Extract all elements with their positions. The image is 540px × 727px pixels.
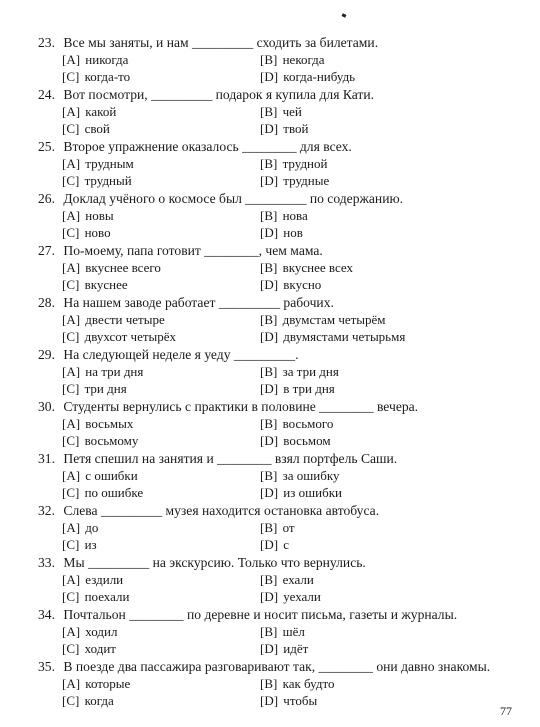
answer-options <box>38 103 528 137</box>
question-line <box>38 138 528 155</box>
answer-option <box>260 484 490 501</box>
answer-option <box>62 276 260 293</box>
answer-option <box>62 259 260 276</box>
answer-option <box>62 103 260 120</box>
answer-options <box>38 675 528 709</box>
option-text: три дня <box>84 381 127 396</box>
option-text: вкуснее всего <box>85 260 161 275</box>
option-text: когда <box>84 693 114 708</box>
question-item <box>38 294 528 345</box>
option-letter: [C] <box>62 537 80 552</box>
answer-option <box>62 311 260 328</box>
question-item <box>38 606 528 657</box>
answer-options <box>38 155 528 189</box>
option-letter: [C] <box>62 589 80 604</box>
answer-option <box>260 120 490 137</box>
option-letter: [B] <box>260 676 278 691</box>
option-letter: [B] <box>260 208 278 223</box>
question-text: Почтальон ________ по деревне и носит письма, газеты и журналы. <box>63 607 458 622</box>
answer-options <box>38 623 528 657</box>
answer-option <box>62 640 260 657</box>
question-item <box>38 658 528 709</box>
question-item <box>38 138 528 189</box>
option-text: за три дня <box>282 364 339 379</box>
answer-options <box>38 467 528 501</box>
option-letter: [A] <box>62 260 81 275</box>
option-text: чей <box>282 104 302 119</box>
option-letter: [B] <box>260 156 278 171</box>
question-text: Вот посмотри, _________ подарок я купила для Кати. <box>63 87 375 102</box>
option-letter: [C] <box>62 485 80 500</box>
question-number: 25. <box>38 139 55 154</box>
option-text: поехали <box>84 589 130 604</box>
answer-option <box>62 588 260 605</box>
answer-option <box>260 259 490 276</box>
option-letter: [A] <box>62 676 81 691</box>
page-number: 77 <box>500 704 512 718</box>
option-letter: [D] <box>260 641 279 656</box>
option-text: двумястами четырьмя <box>283 329 406 344</box>
option-letter: [D] <box>260 69 279 84</box>
question-text: По-моему, папа готовит ________, чем мама. <box>63 243 323 258</box>
answer-option <box>62 692 260 709</box>
option-letter: [C] <box>62 121 80 136</box>
option-letter: [B] <box>260 364 278 379</box>
answer-option <box>260 415 490 432</box>
answer-options <box>38 311 528 345</box>
answer-option <box>260 640 490 657</box>
option-letter: [D] <box>260 693 279 708</box>
question-number: 24. <box>38 87 55 102</box>
answer-option <box>62 155 260 172</box>
option-letter: [D] <box>260 121 279 136</box>
question-line <box>38 554 528 571</box>
answer-option <box>260 432 490 449</box>
answer-option <box>62 571 260 588</box>
option-text: трудный <box>84 173 132 188</box>
answer-option <box>62 224 260 241</box>
answer-option <box>260 623 490 640</box>
option-text: восьмому <box>84 433 139 448</box>
answer-options <box>38 259 528 293</box>
option-text: восьмых <box>85 416 134 431</box>
question-list <box>38 34 528 710</box>
answer-option <box>260 363 490 380</box>
answer-option <box>260 172 490 189</box>
question-text: Слева _________ музея находится остановка автобуса. <box>63 503 380 518</box>
answer-option <box>260 536 490 553</box>
option-letter: [C] <box>62 329 80 344</box>
answer-option <box>260 51 490 68</box>
answer-option <box>260 380 490 397</box>
question-number: 26. <box>38 191 55 206</box>
option-text: чтобы <box>283 693 318 708</box>
answer-options <box>38 363 528 397</box>
option-letter: [B] <box>260 416 278 431</box>
answer-options <box>38 415 528 449</box>
option-letter: [D] <box>260 381 279 396</box>
question-number: 27. <box>38 243 55 258</box>
option-text: восьмом <box>283 433 331 448</box>
option-letter: [A] <box>62 156 81 171</box>
answer-option <box>260 276 490 293</box>
option-letter: [A] <box>62 52 81 67</box>
option-letter: [C] <box>62 277 80 292</box>
question-line <box>38 294 528 311</box>
option-text: до <box>85 520 99 535</box>
option-text: никогда <box>85 52 129 67</box>
option-text: нов <box>283 225 303 240</box>
option-text: ходил <box>85 624 118 639</box>
question-number: 34. <box>38 607 55 622</box>
answer-option <box>62 675 260 692</box>
answer-option <box>62 415 260 432</box>
answer-option <box>260 571 490 588</box>
answer-option <box>62 536 260 553</box>
question-number: 30. <box>38 399 55 414</box>
option-text: трудные <box>283 173 330 188</box>
question-number: 28. <box>38 295 55 310</box>
option-text: ездили <box>85 572 124 587</box>
question-line <box>38 86 528 103</box>
option-letter: [A] <box>62 312 81 327</box>
question-number: 33. <box>38 555 55 570</box>
answer-option <box>260 311 490 328</box>
answer-option <box>260 224 490 241</box>
option-text: от <box>282 520 295 535</box>
answer-option <box>62 172 260 189</box>
option-letter: [D] <box>260 329 279 344</box>
answer-option <box>62 68 260 85</box>
question-item <box>38 346 528 397</box>
option-text: двухсот четырёх <box>84 329 177 344</box>
answer-option <box>62 467 260 484</box>
question-text: Студенты вернулись с практики в половине ________ вечера. <box>63 399 419 414</box>
question-line <box>38 34 528 51</box>
option-letter: [C] <box>62 381 80 396</box>
option-text: шёл <box>282 624 305 639</box>
option-text: нова <box>282 208 308 223</box>
answer-option <box>260 155 490 172</box>
question-number: 29. <box>38 347 55 362</box>
option-text: свой <box>84 121 110 136</box>
option-letter: [B] <box>260 312 278 327</box>
option-letter: [C] <box>62 641 80 656</box>
question-item <box>38 34 528 85</box>
option-text: трудной <box>282 156 328 171</box>
answer-option <box>62 328 260 345</box>
option-text: трудным <box>85 156 134 171</box>
question-text: Все мы заняты, и нам _________ сходить за билетами. <box>63 35 379 50</box>
answer-option <box>260 588 490 605</box>
question-number: 23. <box>38 35 55 50</box>
option-text: восьмого <box>282 416 334 431</box>
option-text: как будто <box>282 676 335 691</box>
option-text: из ошибки <box>283 485 342 500</box>
option-letter: [C] <box>62 225 80 240</box>
answer-option <box>62 623 260 640</box>
option-letter: [C] <box>62 173 80 188</box>
option-letter: [A] <box>62 624 81 639</box>
option-text: твой <box>283 121 309 136</box>
answer-option <box>260 692 490 709</box>
option-text: двести четыре <box>85 312 165 327</box>
option-text: в три дня <box>283 381 335 396</box>
answer-option <box>62 120 260 137</box>
option-text: вкуснее <box>84 277 128 292</box>
question-text: В поезде два пассажира разговаривают так, ________ они давно знакомы. <box>63 659 491 674</box>
option-text: с ошибки <box>85 468 138 483</box>
question-item <box>38 190 528 241</box>
answer-option <box>62 207 260 224</box>
question-line <box>38 190 528 207</box>
option-letter: [A] <box>62 520 81 535</box>
option-letter: [D] <box>260 433 279 448</box>
question-item <box>38 554 528 605</box>
option-letter: [A] <box>62 104 81 119</box>
question-line <box>38 242 528 259</box>
option-letter: [B] <box>260 572 278 587</box>
question-text: Доклад учёного о космосе был _________ по содержанию. <box>63 191 404 206</box>
question-item <box>38 450 528 501</box>
question-text: На нашем заводе работает _________ рабочих. <box>63 295 334 310</box>
answer-options <box>38 519 528 553</box>
answer-option <box>62 51 260 68</box>
question-item <box>38 86 528 137</box>
question-number: 35. <box>38 659 55 674</box>
option-text: двумстам четырём <box>282 312 386 327</box>
option-letter: [D] <box>260 485 279 500</box>
option-text: вкуснее всех <box>282 260 353 275</box>
answer-option <box>260 328 490 345</box>
answer-options <box>38 571 528 605</box>
answer-options <box>38 207 528 241</box>
option-text: которые <box>85 676 131 691</box>
question-line <box>38 398 528 415</box>
answer-option <box>62 380 260 397</box>
answer-option <box>260 519 490 536</box>
option-text: с <box>283 537 290 552</box>
option-text: ехали <box>282 572 314 587</box>
answer-option <box>260 207 490 224</box>
option-text: за ошибку <box>282 468 340 483</box>
option-text: вкусно <box>283 277 322 292</box>
option-text: некогда <box>282 52 325 67</box>
option-letter: [B] <box>260 104 278 119</box>
question-line <box>38 450 528 467</box>
option-letter: [C] <box>62 69 80 84</box>
option-text: из <box>84 537 97 552</box>
option-text: новы <box>85 208 114 223</box>
question-number: 32. <box>38 503 55 518</box>
answer-option <box>62 519 260 536</box>
option-text: по ошибке <box>84 485 144 500</box>
option-letter: [A] <box>62 416 81 431</box>
question-text: Петя спешил на занятия и ________ взял портфель Саши. <box>63 451 398 466</box>
option-letter: [A] <box>62 572 81 587</box>
option-text: уехали <box>283 589 321 604</box>
option-letter: [C] <box>62 693 80 708</box>
option-letter: [A] <box>62 208 81 223</box>
option-letter: [B] <box>260 260 278 275</box>
answer-option <box>260 467 490 484</box>
option-letter: [B] <box>260 52 278 67</box>
option-letter: [B] <box>260 468 278 483</box>
option-letter: [D] <box>260 537 279 552</box>
answer-option <box>62 484 260 501</box>
question-number: 31. <box>38 451 55 466</box>
option-letter: [C] <box>62 433 80 448</box>
option-letter: [D] <box>260 173 279 188</box>
scan-mark <box>342 13 347 17</box>
option-text: ново <box>84 225 111 240</box>
answer-option <box>62 363 260 380</box>
question-text: На следующей неделе я уеду _________. <box>63 347 299 362</box>
option-text: какой <box>85 104 117 119</box>
question-item <box>38 398 528 449</box>
question-line <box>38 346 528 363</box>
option-text: идёт <box>283 641 309 656</box>
option-text: ходит <box>84 641 116 656</box>
option-text: на три дня <box>85 364 144 379</box>
question-item <box>38 242 528 293</box>
option-letter: [A] <box>62 468 81 483</box>
question-line <box>38 606 528 623</box>
option-letter: [B] <box>260 624 278 639</box>
option-text: когда-нибудь <box>283 69 356 84</box>
answer-option <box>260 675 490 692</box>
option-letter: [D] <box>260 589 279 604</box>
question-item <box>38 502 528 553</box>
question-line <box>38 502 528 519</box>
answer-options <box>38 51 528 85</box>
answer-option <box>260 103 490 120</box>
question-text: Мы _________ на экскурсию. Только что вернулись. <box>63 555 366 570</box>
question-text: Второе упражнение оказалось ________ для всех. <box>63 139 352 154</box>
option-letter: [D] <box>260 225 279 240</box>
answer-option <box>62 432 260 449</box>
option-letter: [B] <box>260 520 278 535</box>
answer-option <box>260 68 490 85</box>
option-text: когда-то <box>84 69 131 84</box>
question-line <box>38 658 528 675</box>
option-letter: [D] <box>260 277 279 292</box>
option-letter: [A] <box>62 364 81 379</box>
